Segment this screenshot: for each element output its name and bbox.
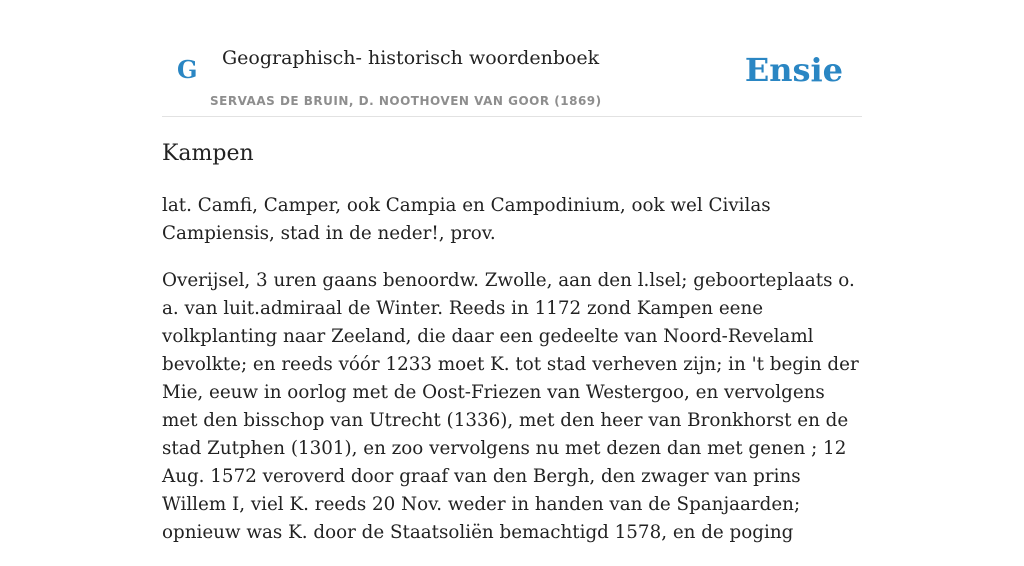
header (162, 0, 862, 117)
entry-paragraph: lat. Camfi, Camper, ook Campia en Campodinium, ook wel Civilas Campiensis, stad in de neder!, prov. (162, 195, 771, 244)
book-title[interactable]: Geographisch- historisch woordenboek (222, 47, 600, 69)
entry-title: Kampen (162, 141, 254, 166)
book-author: SERVAAS DE BRUIN, D. NOOTHOVEN VAN GOOR (1869) (210, 94, 602, 108)
book-logo-letter[interactable]: G (177, 55, 198, 84)
entry-content (162, 192, 862, 566)
entry-paragraph: Overijsel, 3 uren gaans benoordw. Zwolle, aan den l.lsel; geboorteplaats o. a. van luit.admiraal de Winter. Reeds in 1172 zond Kampen eene volkplanting naar Zeeland, die daar een gedeelte van Noord-Revelaml bevolkte; en reeds vóór 1233 moet K. tot stad verheven zijn; in 't begin der Mie, eeuw in oorlog met de Oost-Friezen van Westergoo, en vervolgens met den bisschop van Utrecht (1336), met den heer van Bronkhorst en de stad Zutphen (1301), en zoo vervolgens nu met dezen dan met genen ; 12 Aug. 1572 veroverd door graaf van den Bergh, den zwager van prins Willem I, viel K. reeds 20 Nov. weder in handen van de Spanjaarden; opnieuw was K. door de Staatsoliën bemachtigd 1578, en de poging (162, 270, 859, 543)
brand-logo[interactable]: Ensie (744, 51, 843, 89)
